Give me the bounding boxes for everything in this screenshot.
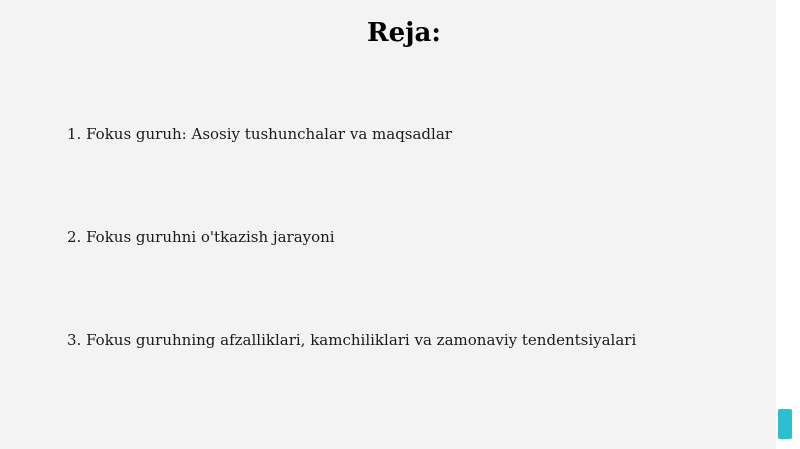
plan-item-1: 1. Fokus guruh: Asosiy tushunchalar va maqsadlar bbox=[67, 125, 452, 143]
scrollbar-track[interactable] bbox=[776, 0, 800, 449]
slide-title: Reja: bbox=[366, 18, 441, 48]
plan-item-2: 2. Fokus guruhni o'tkazish jarayoni bbox=[67, 228, 335, 246]
plan-item-3: 3. Fokus guruhning afzalliklari, kamchiliklari va zamonaviy tendentsiyalari bbox=[67, 331, 637, 349]
scrollbar-thumb[interactable] bbox=[778, 409, 792, 439]
